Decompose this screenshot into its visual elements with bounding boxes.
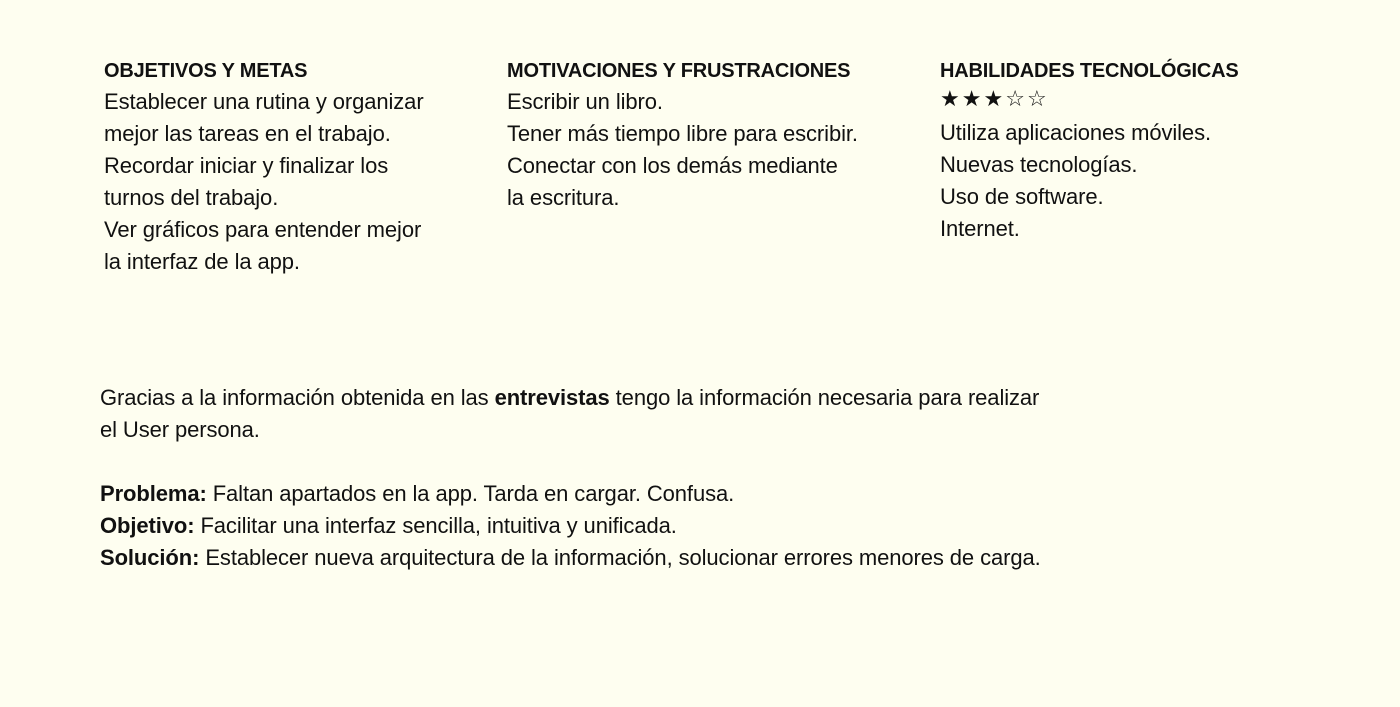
goals-line: Recordar iniciar y finalizar los [104,153,389,178]
solution-text: Establecer nueva arquitectura de la información, solucionar errores menores de carga. [199,545,1041,570]
skills-title: HABILIDADES TECNOLÓGICAS [940,60,1239,82]
goals-line: la interfaz de la app. [104,249,300,274]
star-filled-icon: ★ [961,87,984,112]
summary-intro [100,382,1220,414]
problem-label: Problema: [100,481,207,506]
skills-line: Uso de software. [940,184,1104,209]
motivations-line: la escritura. [507,185,620,210]
star-empty-icon: ☆ [1005,87,1027,112]
motivations-section [507,57,917,214]
summary-problem [100,478,1220,510]
skills-line: Nuevas tecnologías. [940,152,1138,177]
goals-line: turnos del trabajo. [104,185,279,210]
objective-label: Objetivo: [100,513,195,538]
goals-line: Establecer una rutina y organizar [104,89,424,114]
skills-body [940,117,1300,245]
summary-intro-line2: el User persona. [100,417,260,442]
motivations-title: MOTIVACIONES Y FRUSTRACIONES [507,60,851,82]
goals-section [104,57,484,278]
problem-text: Faltan apartados en la app. Tarda en cargar. Confusa. [206,481,735,506]
skills-line: Utiliza aplicaciones móviles. [940,120,1211,145]
goals-line: mejor las tareas en el trabajo. [104,121,391,146]
summary-solution [100,542,1220,574]
goals-body [104,86,484,278]
skills-star-rating [940,86,1300,114]
goals-line: Ver gráficos para entender mejor [104,217,422,242]
summary-intro-before: Gracias a la información obtenida en las [100,385,495,410]
skills-section [940,57,1300,245]
motivations-line: Tener más tiempo libre para escribir. [507,121,858,146]
objective-text: Facilitar una interfaz sencilla, intuitiva y unificada. [194,513,677,538]
motivations-line: Conectar con los demás mediante [507,153,838,178]
solution-label: Solución: [100,545,200,570]
summary-section [100,382,1220,574]
summary-spacer [100,446,1220,478]
summary-intro-bold: entrevistas [494,385,610,410]
summary-objective [100,510,1220,542]
motivations-line: Escribir un libro. [507,89,663,114]
summary-intro-after: tengo la información necesaria para realizar [609,385,1040,410]
star-empty-icon: ☆ [1026,87,1049,112]
skills-line: Internet. [940,216,1020,241]
star-filled-icon: ★ [983,87,1006,112]
motivations-body [507,86,917,214]
star-filled-icon: ★ [940,87,962,112]
goals-title: OBJETIVOS Y METAS [104,60,308,82]
